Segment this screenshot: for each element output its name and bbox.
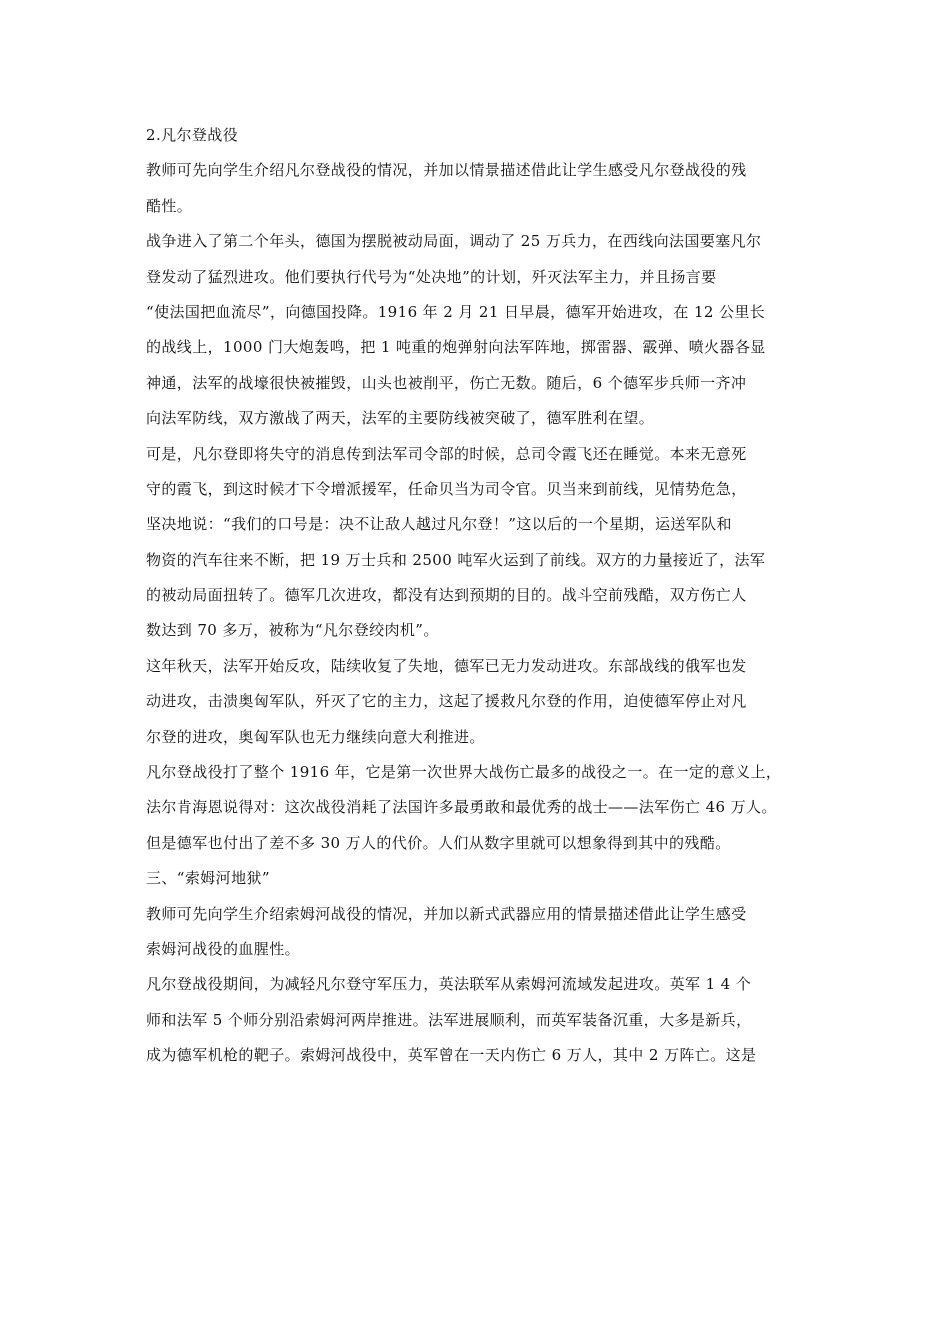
text-line: 尔登的进攻，奥匈军队也无力继续向意大利推进。 xyxy=(146,727,485,746)
text-line: 的战线上，1000 门大炮轰鸣，把 1 吨重的炮弹射向法军阵地，掷雷器、霰弹、喷火器各显 xyxy=(146,338,766,357)
text-line: 但是德军也付出了差不多 30 万人的代价。人们从数字里就可以想象得到其中的残酷。 xyxy=(146,833,731,852)
text-line: 可是，凡尔登即将失守的消息传到法军司令部的时候，总司令霞飞还在睡觉。本来无意死 xyxy=(146,444,747,463)
text-line: 登发动了猛烈进攻。他们要执行代号为“处决地”的计划，歼灭法军主力，并且扬言要 xyxy=(146,267,717,286)
text-line: 索姆河战役的血腥性。 xyxy=(146,939,301,958)
text-line: 动进攻，击溃奥匈军队，歼灭了它的主力，这起了援救凡尔登的作用，迫使德军停止对凡 xyxy=(146,692,747,711)
document-body xyxy=(146,118,818,1074)
text-line: 的被动局面扭转了。德军几次进攻，都没有达到预期的目的。战斗空前残酷，双方伤亡人 xyxy=(146,586,747,605)
text-line: 凡尔登战役期间，为减轻凡尔登守军压力，英法联军从索姆河流域发起进攻。英军 1 4 个 xyxy=(146,975,752,994)
text-line: 这年秋天，法军开始反攻，陆续收复了失地，德军已无力发动进攻。东部战线的俄军也发 xyxy=(146,656,747,675)
text-line: 数达到 70 多万，被称为“凡尔登绞肉机”。 xyxy=(146,621,439,640)
text-line: 成为德军机枪的靶子。索姆河战役中，英军曾在一天内伤亡 6 万人，其中 2 万阵亡。这是 xyxy=(146,1046,757,1065)
text-line: 酷性。 xyxy=(146,196,193,215)
text-line: 教师可先向学生介绍索姆河战役的情况，并加以新式武器应用的情景描述借此让学生感受 xyxy=(146,904,747,923)
text-line: 物资的汽车往来不断，把 19 万士兵和 2500 吨军火运到了前线。双方的力量接近了，法军 xyxy=(146,550,766,569)
section-heading-somme: 三、“索姆河地狱” xyxy=(146,869,270,888)
text-line: 坚决地说：“我们的口号是：决不让敌人越过凡尔登！”这以后的一个星期，运送军队和 xyxy=(146,515,732,534)
text-line: 凡尔登战役打了整个 1916 年，它是第一次世界大战伤亡最多的战役之一。在一定的意义上， xyxy=(146,763,782,782)
text-line: 守的霞飞，到这时候才下令增派援军，任命贝当为司令官。贝当来到前线，见情势危急， xyxy=(146,479,747,498)
text-line: 教师可先向学生介绍凡尔登战役的情况，并加以情景描述借此让学生感受凡尔登战役的残 xyxy=(146,161,747,180)
text-line: 向法军防线，双方激战了两天，法军的主要防线被突破了，德军胜利在望。 xyxy=(146,409,655,428)
text-line: 师和法军 5 个师分别沿索姆河两岸推进。法军进展顺利，而英军装备沉重，大多是新兵， xyxy=(146,1010,752,1029)
text-line: 法尔肯海恩说得对：这次战役消耗了法国许多最勇敢和最优秀的战士——法军伤亡 46 万人。 xyxy=(146,798,777,817)
text-line: 神通，法军的战壕很快被摧毁，山头也被削平，伤亡无数。随后，6 个德军步兵师一齐冲 xyxy=(146,373,747,392)
text-line: 战争进入了第二个年头，德国为摆脱被动局面，调动了 25 万兵力，在西线向法国要塞凡尔 xyxy=(146,232,762,251)
section-heading-verdun: 2.凡尔登战役 xyxy=(146,126,239,144)
text-line: “使法国把血流尽”，向德国投降。1916 年 2 月 21 日早晨，德军开始进攻，在 12 公里长 xyxy=(146,302,766,321)
